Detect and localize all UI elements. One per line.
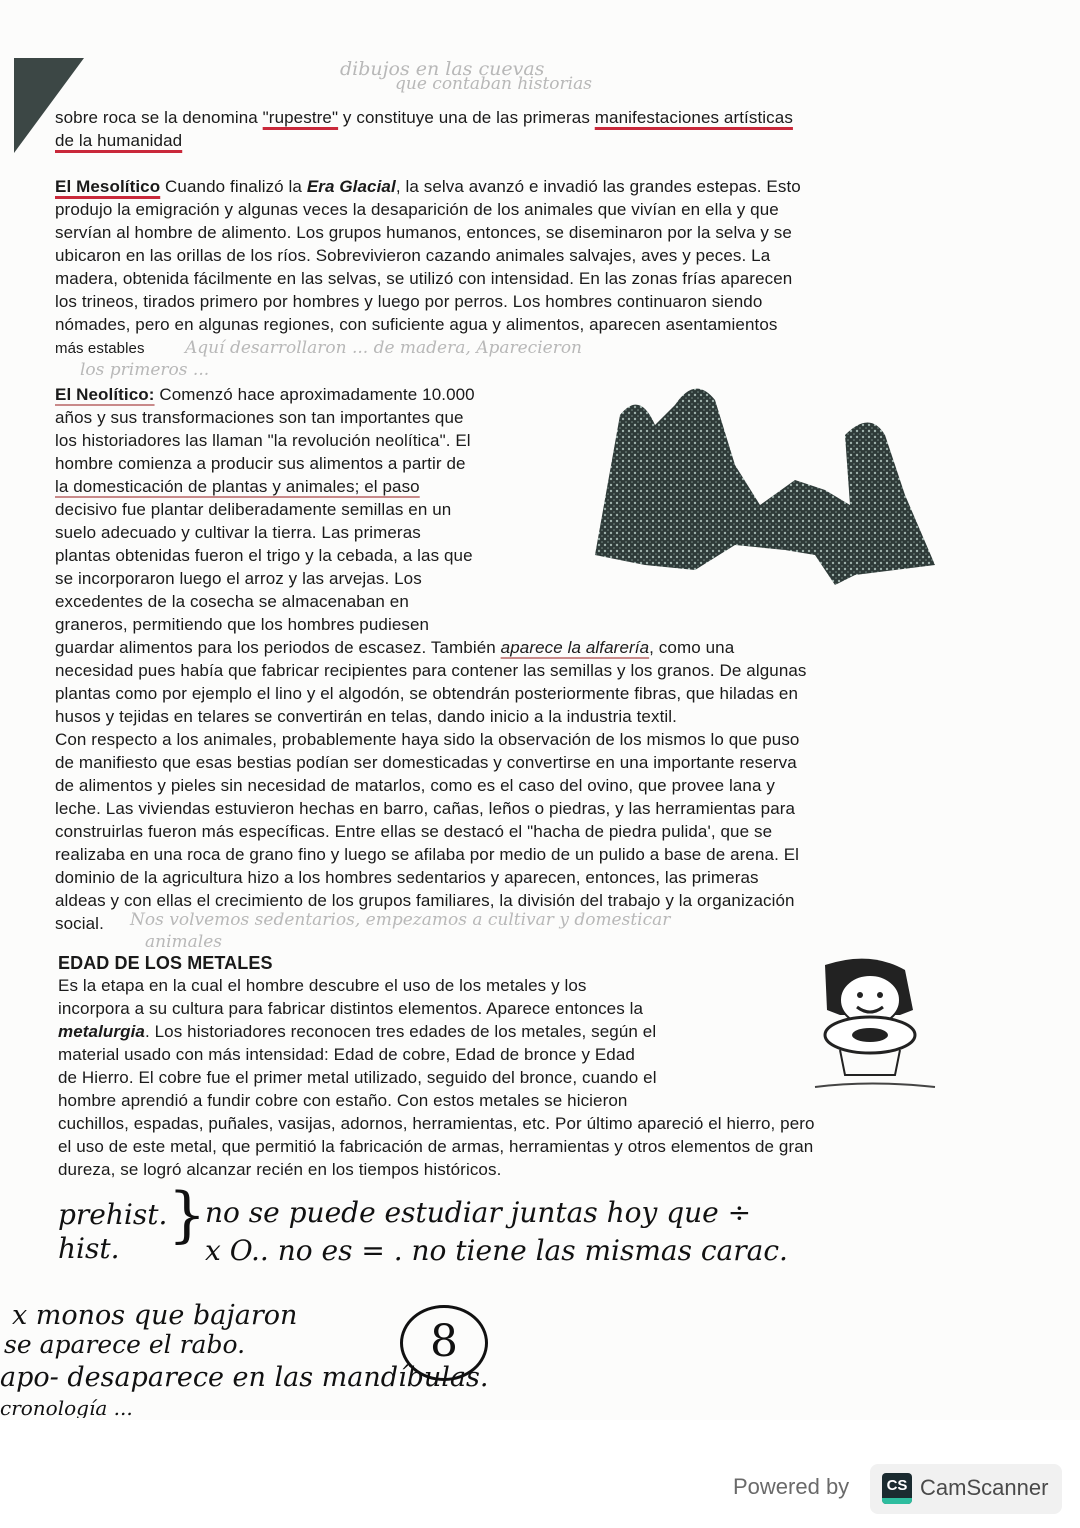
handwritten-note: no se puede estudiar juntas hoy que ÷ xyxy=(205,1196,752,1229)
highlight-humanidad: de la humanidad xyxy=(55,131,183,150)
handwritten-note: hist. xyxy=(58,1232,120,1265)
mesolitico-line: más estables xyxy=(55,340,145,357)
neolitico-line: se incorporaron luego el arroz y las arvejas. Los xyxy=(55,569,422,588)
pencil-note: que contaban historias xyxy=(395,74,592,94)
metales-line: incorpora a su cultura para fabricar distintos elementos. Aparece entonces la xyxy=(58,999,644,1018)
neolitico-line: años y sus transformaciones son tan importantes que xyxy=(55,408,464,427)
highlight-rupestre: "rupestre" xyxy=(262,108,339,127)
section-heading-neolitico: El Neolítico: xyxy=(55,385,155,404)
neolitico-line: plantas obtenidas fueron el trigo y la cebada, a las que xyxy=(55,546,473,565)
handwritten-note: se aparece el rabo. xyxy=(4,1330,246,1359)
brace-symbol: } xyxy=(168,1180,207,1250)
handwritten-note: prehist. xyxy=(58,1198,168,1231)
neolitico-line: realizaba en una roca de grano fino y luego se afilaba por medio de un pulido a base de arena. El xyxy=(55,845,800,864)
mesolitico-line: servían al hombre de alimento. Los grupos humanos, entonces, se diseminaron por la selva y se xyxy=(55,223,792,242)
mesolitico-line: El Mesolítico Cuando finalizó la Era Glacial, la selva avanzó e invadió las grandes estepas. Esto xyxy=(55,177,801,196)
metales-line: dureza, se logró alcanzar recién en los tiempos históricos. xyxy=(58,1160,502,1179)
pencil-note: Nos volvemos sedentarios, empezamos a cultivar y domesticar xyxy=(130,910,671,930)
neolitico-line: leche. Las viviendas estuvieron hechas en barro, cañas, leños o piedras, y las herramientas para xyxy=(55,799,796,818)
mesolitico-line: madera, obtenida fácilmente en las selvas, se utilizó con intensidad. En las zonas frías aparecen xyxy=(55,269,793,288)
handwritten-note: x O.. no es = . no tiene las mismas carac. xyxy=(205,1234,788,1267)
mesolitico-line: produjo la emigración y algunas veces la desaparición de los animales que vivían en ella y que xyxy=(55,200,779,219)
neolitico-line: excedentes de la cosecha se almacenaban en xyxy=(55,592,409,611)
neolitico-line: hombre comienza a producir sus alimentos a partir de xyxy=(55,454,466,473)
intro-line: sobre roca se la denomina "rupestre" y constituye una de las primeras manifestaciones artísticas xyxy=(55,108,793,127)
metales-line: de Hierro. El cobre fue el primer metal utilizado, seguido del bronce, cuando el xyxy=(58,1068,657,1087)
metales-line: Es la etapa en la cual el hombre descubre el uso de los metales y los xyxy=(58,976,587,995)
metales-line: el uso de este metal, que permitió la fabricación de armas, herramientas y otros elementos de gran xyxy=(58,1137,814,1156)
powered-by-label: Powered by xyxy=(733,1474,850,1499)
pencil-note: dibujos en las cuevas xyxy=(340,58,545,80)
neolitico-line: graneros, permitiendo que los hombres pudiesen xyxy=(55,615,430,634)
neolitico-line: El Neolítico: Comenzó hace aproximadamente 10.000 xyxy=(55,385,475,404)
camscanner-logo-icon: CS xyxy=(882,1473,912,1504)
mesolitico-line: ubicaron en las orillas de los ríos. Sobrevivieron cazando animales salvajes, aves y peces. La xyxy=(55,246,771,265)
highlight-manifestaciones: manifestaciones artísticas xyxy=(594,108,793,127)
neolitico-line: de alimentos y pieles sin necesidad de matarlos, como es el caso del ovino, que provee lana y xyxy=(55,776,775,795)
camscanner-brand-name: CamScanner xyxy=(920,1475,1049,1500)
handwritten-note: apo- desaparece en las mandíbulas. xyxy=(0,1362,489,1393)
intro-line xyxy=(55,131,182,151)
neolitico-line: los historiadores las llaman "la revolución neolítica". El xyxy=(55,431,471,450)
mesolitico-line: los trineos, tirados primero por hombres y luego por perros. Los hombres continuaron siendo xyxy=(55,292,763,311)
neolitico-line: de manifiesto que esas bestias podían ser domesticadas y convertirse en una importante reserva xyxy=(55,753,797,772)
handwritten-note: cronología ... xyxy=(0,1396,133,1418)
metales-line: cuchillos, espadas, puñales, vasijas, adornos, herramientas, etc. Por último apareció el hierro, pero xyxy=(58,1114,815,1133)
neolitico-line: construirlas fueron más específicas. Entre ellas se destacó el "hacha de piedra pulida', que se xyxy=(55,822,773,841)
neolitico-line: decisivo fue plantar deliberadamente semillas en un xyxy=(55,500,452,519)
neolitico-line: dominio de la agricultura hizo a los hombres sedentarios y aparecen, entonces, las primeras xyxy=(55,868,759,887)
pencil-note: Aquí desarrollaron ... de madera, Aparecieron xyxy=(185,338,583,358)
neolitico-line: guardar alimentos para los periodos de escasez. También aparece la alfarería, como una xyxy=(55,638,735,657)
metales-line: hombre aprendió a fundir cobre con estaño. Con estos metales se hicieron xyxy=(58,1091,628,1110)
neolithic-illustration xyxy=(585,375,945,590)
neolitico-line: Con respecto a los animales, probablemente haya sido la observación de los mismos lo que puso xyxy=(55,730,800,749)
section-heading-mesolitico: El Mesolítico xyxy=(55,177,161,196)
section-heading-metales: EDAD DE LOS METALES xyxy=(58,953,273,973)
scanner-footer xyxy=(0,1420,1080,1528)
highlight-alfareria: aparece la alfarería xyxy=(500,638,650,657)
handwritten-note: x monos que bajaron xyxy=(12,1300,298,1331)
mesolitico-line: nómades, pero en algunas regiones, con suficiente agua y alimentos, aparecen asentamientos xyxy=(55,315,778,334)
neolitico-line: aldeas y con ellas el crecimiento de los grupos familiares, la división del trabajo y la organización xyxy=(55,891,795,910)
page-number-circled: 8 xyxy=(400,1305,488,1381)
neolitico-line: plantas como por ejemplo el lino y el algodón, se obtendrán posteriormente fibras, que hiladas en xyxy=(55,684,799,703)
camscanner-badge[interactable] xyxy=(870,1464,1062,1514)
neolitico-line: necesidad pues había que fabricar recipientes para contener las semillas y los granos. De algunas xyxy=(55,661,807,680)
neolitico-line: husos y tejidas en telares se convertirán en telas, dando inicio a la industria textil. xyxy=(55,707,677,726)
pencil-note: animales xyxy=(145,932,222,952)
neolitico-line: suelo adecuado y cultivar la tierra. Las primeras xyxy=(55,523,421,542)
metales-line: material usado con más intensidad: Edad de cobre, Edad de bronce y Edad xyxy=(58,1045,635,1064)
pencil-note: los primeros ... xyxy=(80,360,210,380)
neolitico-line: social. xyxy=(55,914,104,933)
caveman-illustration xyxy=(785,955,955,1095)
neolitico-line: la domesticación de plantas y animales; el paso xyxy=(55,477,420,496)
metales-line: metalurgia. Los historiadores reconocen tres edades de los metales, según el xyxy=(58,1022,657,1041)
